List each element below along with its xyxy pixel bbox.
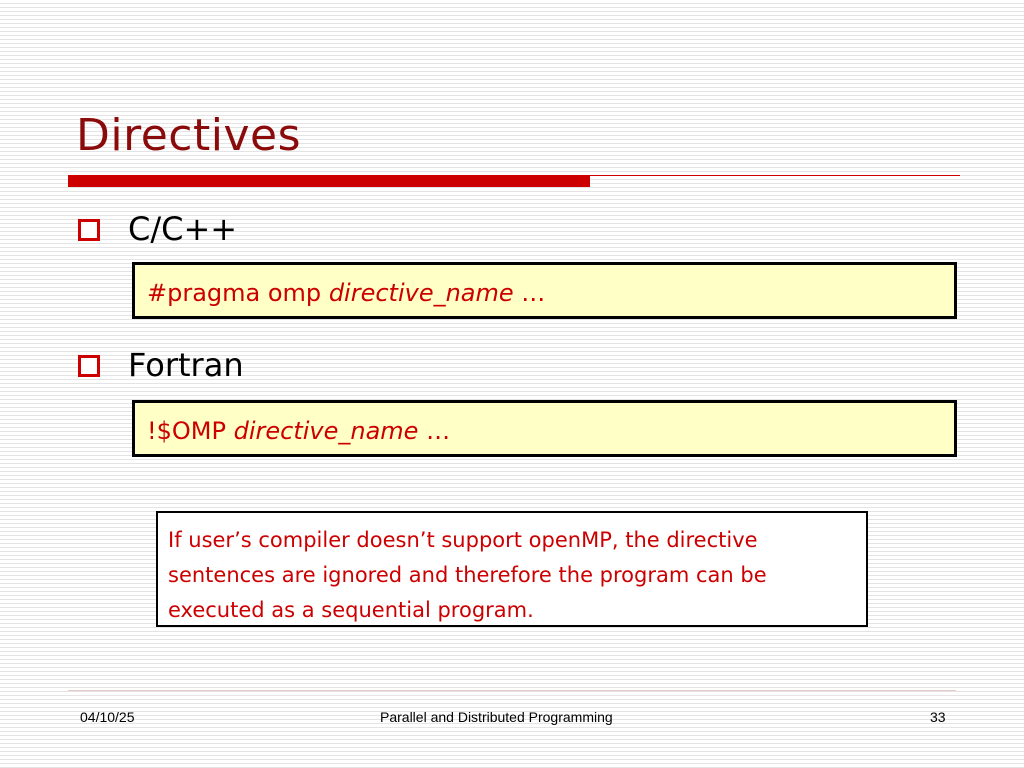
- bullet-label-fortran: Fortran: [128, 346, 244, 384]
- code-ellipsis: …: [521, 279, 546, 307]
- code-ellipsis: …: [426, 417, 451, 445]
- code-box-c-cpp: [132, 262, 957, 319]
- footer-page-number: 33: [930, 709, 946, 725]
- code-prefix: !$OMP: [147, 417, 226, 445]
- footer-divider: [68, 690, 956, 691]
- slide-title: Directives: [76, 110, 301, 161]
- code-directive-name: directive_name: [328, 279, 514, 307]
- square-bullet-icon: [78, 219, 100, 241]
- code-prefix: #pragma omp: [147, 279, 322, 307]
- footer-course-title: Parallel and Distributed Programming: [380, 709, 613, 725]
- footer-date: 04/10/25: [80, 709, 135, 725]
- code-box-fortran: [132, 400, 957, 457]
- title-underline-thick: [68, 175, 590, 187]
- title-underline-thin: [590, 175, 960, 176]
- note-box: If user’s compiler doesn’t support openMP, the directive sentences are ignored and therefore the program can be executed as a sequential program.: [156, 511, 868, 627]
- code-directive-name: directive_name: [233, 417, 419, 445]
- square-bullet-icon: [78, 355, 100, 377]
- bullet-label-c-cpp: C/C++: [128, 210, 238, 248]
